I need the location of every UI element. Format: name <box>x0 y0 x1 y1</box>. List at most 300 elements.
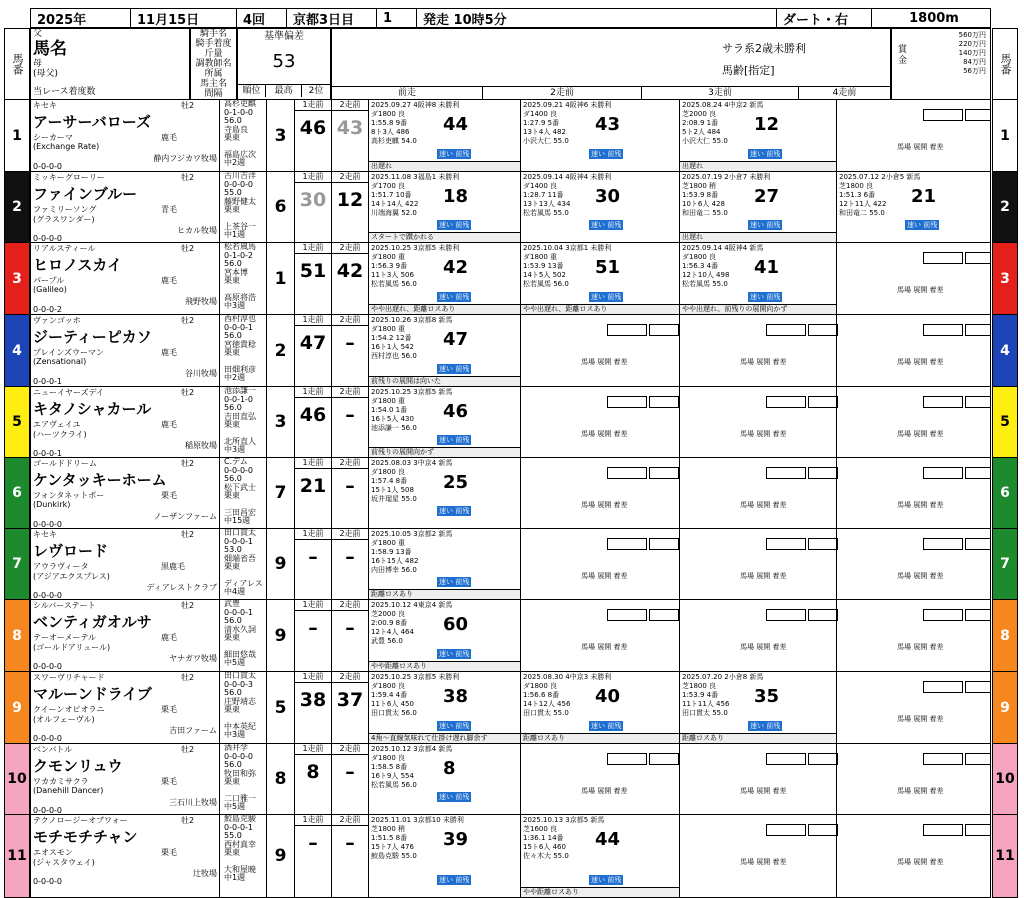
empty-grid-label: 馬場 展開 着差 <box>897 286 944 294</box>
jockey-field: 二口雅一 <box>224 793 256 803</box>
jockey-field: 田口貫太 <box>224 529 256 537</box>
race-score: 46 <box>443 401 469 422</box>
past-race[interactable] <box>521 672 680 743</box>
race-detail: 11ト3人 506 <box>371 271 414 279</box>
breeder-name: ディアレストクラブ <box>146 583 217 592</box>
race-detail: 松若風馬 55.0 <box>682 280 728 288</box>
damsire-name: (アジアエクスプレス) <box>33 572 110 581</box>
waku-number: 8 <box>992 600 1018 672</box>
damsire-name: (ジャスタウェイ) <box>33 858 95 867</box>
breeder-name: 稲原牧場 <box>185 441 217 450</box>
horse-name[interactable]: ベンティガオルサ <box>33 613 152 631</box>
breeder-name: 飛野牧場 <box>185 297 217 306</box>
race-detail: 芝1800 良 <box>839 182 874 190</box>
race-detail: 坂井瑠星 55.0 <box>371 495 417 503</box>
jockey-field: 宮徳貴稔 <box>224 339 256 349</box>
damsire-name: (Danehill Dancer) <box>33 786 104 795</box>
waku-number: 2 <box>4 172 30 243</box>
pace-tag: 速い 前残 <box>907 221 938 229</box>
jockey-field: 0-0-0-1 <box>224 536 254 546</box>
horse-row <box>30 387 991 458</box>
empty-box <box>766 324 806 336</box>
jockey-label: 騎手名 <box>199 29 227 39</box>
rank-label: 順位 <box>238 85 266 97</box>
race-detail: 1:56.6 8番 <box>523 691 560 699</box>
jockey-info <box>220 172 267 242</box>
race-detail: 高杉吏麒 54.0 <box>371 137 417 145</box>
breeder-name: 辻牧場 <box>193 869 217 878</box>
jockey-field: 栗東 <box>224 133 240 142</box>
empty-grid-label: 馬場 展開 着差 <box>897 715 944 723</box>
score-caption: 2走前 <box>332 529 368 540</box>
past-race[interactable] <box>680 100 837 171</box>
empty-box <box>808 467 838 479</box>
jockey-field: 栗東 <box>224 420 240 429</box>
jockey-field: 栗東 <box>224 348 240 357</box>
score-value: – <box>308 832 318 854</box>
race-score: 51 <box>595 257 621 278</box>
rank: 1 <box>267 243 295 314</box>
coat-color: 鹿毛 <box>161 420 177 429</box>
empty-race <box>837 744 991 814</box>
empty-grid-label: 馬場 展開 着差 <box>740 787 787 795</box>
jockey-info <box>220 315 267 386</box>
empty-race <box>680 600 837 671</box>
jockey-info <box>220 387 267 457</box>
empty-grid-label: 馬場 展開 着差 <box>897 858 944 866</box>
horse-name[interactable]: ケンタッキーホーム <box>33 471 167 489</box>
race-detail: 田口貫太 55.0 <box>682 709 728 717</box>
sex-age: 牡2 <box>181 816 195 825</box>
score-caption: 1走前 <box>295 600 331 611</box>
race-note: 距離ロスあり <box>369 589 520 599</box>
second-score <box>332 815 369 897</box>
race-start-time: 発走 10時5分 <box>417 9 777 27</box>
course-record: 0-0-0-0 <box>33 520 63 529</box>
horse-info <box>31 529 220 599</box>
waku-number: 11 <box>992 815 1018 898</box>
jockey-field: 中3週 <box>224 730 246 739</box>
sire-name: ミッキーグローリー <box>33 173 105 182</box>
empty-race <box>837 600 991 671</box>
score-caption: 1走前 <box>295 815 331 826</box>
race-headline: 2025.09.27 4阪神8 未勝利 <box>371 101 460 109</box>
empty-box <box>923 467 963 479</box>
race-score: 44 <box>595 829 621 850</box>
jockey-field: 中2週 <box>224 158 246 167</box>
race-detail: 2:00.9 8番 <box>371 619 408 627</box>
race-headline: 2025.11.08 3福島1 未勝利 <box>371 173 460 181</box>
coat-color: 鹿毛 <box>161 276 177 285</box>
race-headline: 2025.09.14 4阪神4 新馬 <box>682 244 764 252</box>
empty-box <box>923 252 963 264</box>
race-score: 60 <box>443 614 469 635</box>
jockey-field: 高原将浩 <box>224 292 256 302</box>
sex-age: 牡2 <box>181 316 195 325</box>
pace-tag: 速い 前残 <box>439 150 470 158</box>
race-headline: 2025.08.30 4中京3 未勝利 <box>523 673 612 681</box>
jockey-info <box>220 600 267 671</box>
score-value: 42 <box>336 260 364 282</box>
waku-number: 4 <box>992 315 1018 387</box>
race-headline: 2025.10.25 3京都5 未勝利 <box>371 244 460 252</box>
prize-3: 140万円 <box>958 49 986 57</box>
race-score: 35 <box>754 686 780 707</box>
score-caption: 1走前 <box>295 672 331 683</box>
pace-tag: 速い 前残 <box>591 221 622 229</box>
past-race[interactable] <box>521 172 680 242</box>
horse-row <box>30 815 991 898</box>
coat-color: 青毛 <box>161 205 177 214</box>
race-score: 44 <box>443 114 469 135</box>
name-label: 馬名 <box>33 39 67 59</box>
past-race[interactable] <box>369 172 521 242</box>
empty-box <box>649 324 679 336</box>
race-detail: 松若風馬 55.0 <box>523 209 569 217</box>
score-value: 47 <box>299 332 327 354</box>
rank: 6 <box>267 172 295 242</box>
sire-name: スワーヴリチャード <box>33 673 105 682</box>
best-score <box>295 172 332 242</box>
past-race[interactable] <box>369 744 521 814</box>
empty-race <box>521 600 680 671</box>
race-detail: ダ1800 良 <box>682 253 717 261</box>
past-race[interactable] <box>369 243 521 314</box>
past-race[interactable] <box>369 387 521 457</box>
empty-box <box>808 324 838 336</box>
race-detail: 1:53.9 13番 <box>523 262 564 270</box>
race-detail: 8ト3人 486 <box>371 128 410 136</box>
race-score: 41 <box>754 257 780 278</box>
rank: 2 <box>267 315 295 386</box>
pace-tag: 速い 前残 <box>750 293 781 301</box>
past-race[interactable] <box>369 672 521 743</box>
damsire-name: (グラスワンダー) <box>33 215 95 224</box>
race-detail: 小沢大仁 55.0 <box>682 137 728 145</box>
past-race[interactable] <box>680 243 837 314</box>
jockey-field: 池添謙一 <box>224 387 256 395</box>
past-race[interactable] <box>369 458 521 528</box>
race-detail: 芝2000 良 <box>682 110 717 118</box>
horse-name[interactable]: ヒロノスカイ <box>33 256 122 274</box>
jockey-field: 栗東 <box>224 777 240 786</box>
second-score <box>332 529 369 599</box>
jockey-field: 北所直人 <box>224 436 256 446</box>
past-race[interactable] <box>521 243 680 314</box>
jockey-field: 0-0-0-3 <box>224 679 254 689</box>
pace-tag: 速い 前残 <box>439 793 470 801</box>
sire-name: シルバーステート <box>33 601 96 610</box>
empty-box <box>607 538 647 550</box>
course-record: 0-0-0-2 <box>33 305 63 314</box>
horse-name[interactable]: レヴロード <box>33 542 109 560</box>
empty-box <box>923 396 963 408</box>
coat-color: 鹿毛 <box>161 133 177 142</box>
waku-number: 9 <box>992 672 1018 744</box>
horse-name[interactable]: クモンリュウ <box>33 757 123 775</box>
past-race[interactable] <box>369 100 521 171</box>
empty-grid-label: 馬場 展開 着差 <box>897 143 944 151</box>
coat-color: 鹿毛 <box>161 633 177 642</box>
damsire-name: (Dunkirk) <box>33 500 71 509</box>
record-label: 当レース着度数 <box>33 87 96 97</box>
waku-number: 10 <box>4 744 30 815</box>
waku-number: 7 <box>992 529 1018 600</box>
empty-box <box>808 824 838 836</box>
score-caption: 2走前 <box>332 243 368 254</box>
empty-grid-label: 馬場 展開 着差 <box>897 787 944 795</box>
empty-box <box>607 396 647 408</box>
waku-number: 8 <box>4 600 30 672</box>
jockey-record-label: 騎手着度 <box>195 39 232 49</box>
horse-name[interactable]: マルーンドライブ <box>33 685 152 703</box>
past-race[interactable] <box>680 672 837 743</box>
race-headline: 2025.10.25 3京都5 新馬 <box>371 388 453 396</box>
jockey-field: 栗東 <box>224 491 240 500</box>
umaban-label: 馬番 <box>4 28 30 100</box>
race-headline: 2025.10.05 3京都2 新馬 <box>371 530 453 538</box>
race-headline: 2025.11.01 3京都10 未勝利 <box>371 816 464 824</box>
damsire-name: (オルフェーヴル) <box>33 715 95 724</box>
pace-tag: 速い 前残 <box>591 293 622 301</box>
empty-race <box>837 243 991 314</box>
race-note: 出遅れ <box>369 161 520 171</box>
sire-name: ベンバトル <box>33 745 73 754</box>
jockey-field: 細田悠哉 <box>224 649 256 659</box>
race-detail: ダ1800 重 <box>371 253 406 261</box>
jockey-field: 西村真幸 <box>224 839 256 849</box>
empty-box <box>923 609 963 621</box>
horse-name[interactable]: キタノシャカール <box>33 400 152 418</box>
race-header <box>30 8 991 28</box>
horse-row <box>30 458 991 529</box>
score-value: 8 <box>306 761 320 783</box>
horse-info <box>31 100 220 171</box>
score-caption: 1走前 <box>295 458 331 469</box>
race-headline: 2025.10.26 3京都8 新馬 <box>371 316 453 324</box>
race-note: 出遅れ <box>680 161 836 171</box>
dam-name: テーオーメーテル <box>33 633 97 642</box>
race-headline: 2025.09.21 4阪神6 未勝利 <box>523 101 612 109</box>
sex-age: 牡2 <box>181 745 195 754</box>
horse-name[interactable]: ジーティーピカソ <box>33 328 152 346</box>
past-race[interactable] <box>680 172 837 242</box>
race-detail: 1:51.5 8番 <box>371 834 408 842</box>
jockey-info <box>220 744 267 814</box>
waku-number: 5 <box>4 387 30 458</box>
past-race[interactable] <box>521 815 680 897</box>
race-detail: 1:58.5 8番 <box>371 763 408 771</box>
sex-age: 牡2 <box>181 601 195 610</box>
course-record: 0-0-0-1 <box>33 449 63 458</box>
sire-name: ヴァンゴッホ <box>33 316 81 325</box>
empty-race <box>837 387 991 457</box>
empty-box <box>766 396 806 408</box>
score-value: 46 <box>299 117 327 139</box>
horse-info <box>31 672 220 743</box>
race-detail: ダ1800 重 <box>371 325 406 333</box>
dam-name: ワカカミサクラ <box>33 777 89 786</box>
race-score: 47 <box>443 329 469 350</box>
pace-tag: 速い 前残 <box>591 722 622 730</box>
breeder-name: ヒカル牧場 <box>177 226 217 235</box>
race-note: やや出遅れ、距離ロスあり <box>369 304 520 314</box>
race-note: やや距離ロスあり <box>369 661 520 671</box>
jockey-field: 0-0-0-0 <box>224 751 254 761</box>
empty-race <box>521 529 680 599</box>
race-detail: 芝2000 良 <box>371 610 406 618</box>
score-value: 37 <box>336 689 364 711</box>
score-value: 12 <box>336 189 364 211</box>
empty-box <box>965 538 991 550</box>
race-detail: ダ1400 良 <box>523 182 558 190</box>
race-detail: ダ1800 良 <box>371 468 406 476</box>
score-value: – <box>345 475 355 497</box>
empty-grid-label: 馬場 展開 着差 <box>581 358 628 366</box>
race-detail: ダ1800 良 <box>371 682 406 690</box>
damsire-name: (ゴールドアリュール) <box>33 643 111 652</box>
empty-grid-label: 馬場 展開 着差 <box>897 572 944 580</box>
empty-grid-label: 馬場 展開 着差 <box>581 430 628 438</box>
empty-race <box>837 529 991 599</box>
empty-box <box>649 538 679 550</box>
jockey-field: 55.0 <box>224 831 242 840</box>
race-detail: 川端海翼 52.0 <box>371 209 417 217</box>
second-score <box>332 672 369 743</box>
race-detail: 14ト14人 422 <box>371 200 419 208</box>
horse-name[interactable]: ファインブルー <box>33 185 138 203</box>
race-detail: 14ト12人 456 <box>523 700 571 708</box>
jockey-info <box>220 815 267 897</box>
jockey-field: 中15週 <box>224 516 251 525</box>
horse-info <box>31 243 220 314</box>
horse-row <box>30 100 991 172</box>
prize-label: 賞金 <box>898 45 908 66</box>
jockey-field: 宮本博 <box>224 267 248 277</box>
empty-box <box>923 681 963 693</box>
breeder-name: ヤナガワ牧場 <box>169 654 217 663</box>
empty-box <box>808 609 838 621</box>
sire-name: キセキ <box>33 101 57 110</box>
jockey-field: 畑端省吾 <box>224 553 256 563</box>
prev-race-label: 前走 <box>332 87 483 99</box>
horse-info <box>31 600 220 671</box>
race-headline: 2025.10.13 3京都5 新馬 <box>523 816 605 824</box>
waku-number: 5 <box>992 387 1018 458</box>
breeder-name: 谷川牧場 <box>185 369 217 378</box>
empty-grid-label: 馬場 展開 着差 <box>897 643 944 651</box>
race-detail: 16ト5人 430 <box>371 415 414 423</box>
score-caption: 2走前 <box>332 744 368 755</box>
breeder-name: 三石川上牧場 <box>169 798 217 807</box>
horse-name[interactable]: アーサーバローズ <box>33 113 152 131</box>
race-detail: 1:56.3 4番 <box>682 262 719 270</box>
breeder-name: 吉田ファーム <box>169 726 217 735</box>
horse-info <box>31 172 220 242</box>
waku-number: 1 <box>992 100 1018 172</box>
empty-grid-label: 馬場 展開 着差 <box>740 643 787 651</box>
horse-info <box>31 315 220 386</box>
coat-color: 栗毛 <box>161 705 177 714</box>
race-detail: 鮫島克駿 55.0 <box>371 852 417 860</box>
horse-row <box>30 243 991 315</box>
empty-box <box>965 109 991 121</box>
past-race[interactable] <box>369 815 521 897</box>
past-race[interactable] <box>369 529 521 599</box>
jockey-field: 吉田直弘 <box>224 411 256 421</box>
course-record: 0-0-0-0 <box>33 591 63 600</box>
course-record: 0-0-0-0 <box>33 162 63 171</box>
best-score <box>295 100 332 171</box>
jockey-field: 56.0 <box>224 760 242 769</box>
waku-number: 4 <box>4 315 30 387</box>
race-date: 11月15日 <box>131 9 237 27</box>
jockey-info <box>220 243 267 314</box>
empty-box <box>766 467 806 479</box>
race-detail: 池添謙一 56.0 <box>371 424 417 432</box>
pace-tag: 速い 前残 <box>591 150 622 158</box>
jockey-field: 庄野靖志 <box>224 696 256 706</box>
empty-box <box>808 753 838 765</box>
race-note: 前残りの展開は向いた <box>369 376 520 386</box>
race-detail: 芝1800 稍 <box>682 182 717 190</box>
race-headline: 2025.10.12 3京都4 新馬 <box>371 745 453 753</box>
race-detail: 田口貫太 56.0 <box>371 709 417 717</box>
past-race[interactable] <box>521 100 680 171</box>
race-detail: 1:58.9 13番 <box>371 548 412 556</box>
sire-name: ニューイヤーズデイ <box>33 388 104 397</box>
empty-box <box>766 753 806 765</box>
empty-box <box>965 824 991 836</box>
coat-color: 鹿毛 <box>161 348 177 357</box>
jockey-field: 上茶谷一 <box>224 221 256 231</box>
horse-row <box>30 672 991 744</box>
race-detail: 田口貫太 55.0 <box>523 709 569 717</box>
waku-number: 11 <box>4 815 30 898</box>
jockey-info <box>220 100 267 171</box>
best-score <box>295 744 332 814</box>
hensa-title: 基準偏差 <box>264 31 304 42</box>
race-detail: 14ト5人 502 <box>523 271 566 279</box>
race-note: 距離ロスあり <box>521 733 679 743</box>
horse-row <box>30 744 991 815</box>
jockey-field: 栗東 <box>224 205 240 214</box>
jockey-field: 0-0-0-1 <box>224 822 254 832</box>
race-detail: 11ト11人 456 <box>682 700 730 708</box>
horse-name[interactable]: モチモチチャン <box>33 828 138 846</box>
race-detail: 1:57.4 8番 <box>371 477 408 485</box>
past-race[interactable] <box>369 315 521 386</box>
empty-race <box>521 458 680 528</box>
sex-age: 牡2 <box>181 244 195 253</box>
hensa-value: 53 <box>272 51 296 72</box>
score-value: – <box>345 832 355 854</box>
race-score: 18 <box>443 186 469 207</box>
jockey-field: C.デム <box>224 458 248 466</box>
past-race[interactable] <box>837 172 991 242</box>
race-condition: 馬齢[指定] <box>722 64 775 77</box>
race-detail: 西村淳也 56.0 <box>371 352 417 360</box>
past-race[interactable] <box>369 600 521 671</box>
score-value: – <box>345 617 355 639</box>
race-detail: 1:28.7 11番 <box>523 191 564 199</box>
race-detail: 1:54.2 12番 <box>371 334 412 342</box>
empty-box <box>649 609 679 621</box>
dam-name: エオスモン <box>33 848 73 857</box>
race-headline: 2025.07.20 2小倉8 新馬 <box>682 673 764 681</box>
pace-tag: 速い 前残 <box>750 150 781 158</box>
jockey-field: 武豊 <box>224 600 240 608</box>
